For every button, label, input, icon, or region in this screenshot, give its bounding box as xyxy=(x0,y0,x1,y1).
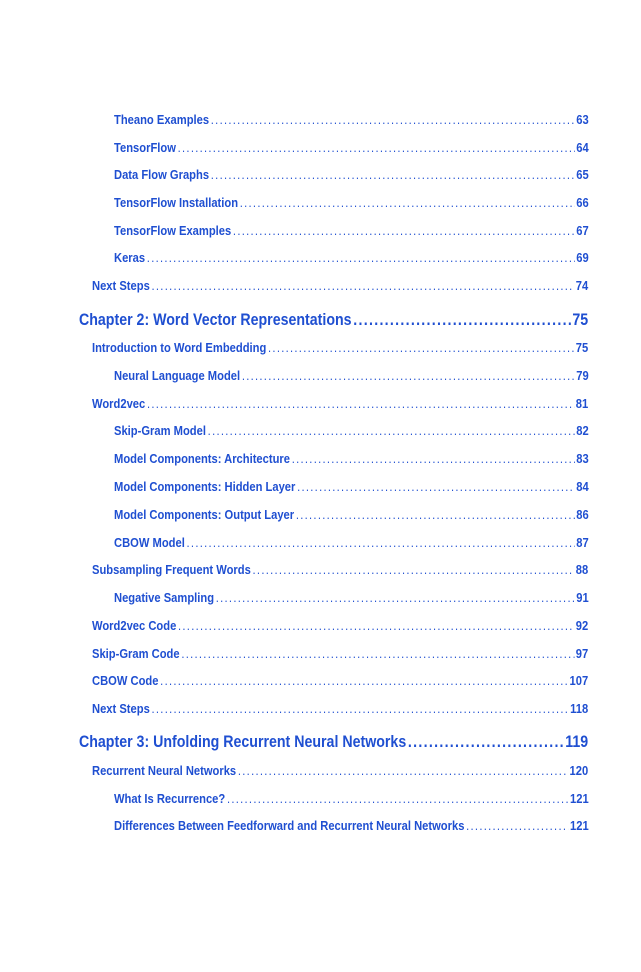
toc-leader-dots xyxy=(147,396,574,411)
toc-entry-page: 92 xyxy=(575,618,589,633)
toc-entry-title: Next Steps xyxy=(92,278,150,293)
toc-leader-dots xyxy=(211,167,575,182)
toc-entry-title: TensorFlow Installation xyxy=(114,195,239,210)
toc-leader-dots xyxy=(152,701,569,716)
toc-entry-page: 86 xyxy=(576,507,589,522)
toc-entry[interactable] xyxy=(92,646,588,661)
toc-entry-title: Chapter 2: Word Vector Representations xyxy=(79,311,352,329)
toc-leader-dots xyxy=(187,535,575,550)
toc-entry[interactable] xyxy=(114,250,589,265)
toc-entry[interactable] xyxy=(92,396,588,411)
toc-entry[interactable] xyxy=(114,112,589,127)
toc-leader-dots xyxy=(466,818,568,833)
toc-entry-title: What Is Recurrence? xyxy=(114,791,226,806)
toc-entry[interactable] xyxy=(92,340,588,355)
toc-entry-page: 67 xyxy=(576,223,589,238)
toc-entry[interactable] xyxy=(92,562,588,577)
toc-entry[interactable] xyxy=(114,535,589,550)
toc-entry-title: Introduction to Word Embedding xyxy=(92,340,267,355)
toc-entry-title: CBOW Model xyxy=(114,535,185,550)
toc-entry[interactable] xyxy=(114,368,589,383)
toc-leader-dots xyxy=(152,278,575,293)
toc-entry-title: Word2vec Code xyxy=(92,618,177,633)
toc-leader-dots xyxy=(292,451,575,466)
toc-entry[interactable] xyxy=(114,195,589,210)
toc-leader-dots xyxy=(268,340,574,355)
toc-entry[interactable] xyxy=(92,278,588,293)
toc-entry[interactable] xyxy=(114,223,589,238)
toc-entry-title: Next Steps xyxy=(92,701,150,716)
toc-entry[interactable] xyxy=(114,590,589,605)
toc-entry-page: 64 xyxy=(576,140,589,155)
toc-entry-page: 121 xyxy=(570,791,589,806)
toc-entry-title: Data Flow Graphs xyxy=(114,167,210,182)
toc-entry-page: 66 xyxy=(576,195,589,210)
toc-leader-dots xyxy=(242,368,575,383)
toc-entry-page: 63 xyxy=(576,112,589,127)
toc-entry[interactable] xyxy=(92,701,588,716)
toc-entry-page: 84 xyxy=(576,479,589,494)
toc-entry-page: 83 xyxy=(576,451,589,466)
toc-entry[interactable] xyxy=(114,451,589,466)
toc-leader-dots xyxy=(353,311,570,330)
toc-entry-title: Word2vec xyxy=(92,396,146,411)
toc-entry-page: 87 xyxy=(576,535,589,550)
toc-entry-page: 75 xyxy=(572,311,589,329)
toc-entry-page: 81 xyxy=(575,396,589,411)
toc-leader-dots xyxy=(160,673,568,688)
toc-leader-dots xyxy=(253,562,575,577)
toc-entry[interactable] xyxy=(114,791,589,806)
toc-entry-page: 75 xyxy=(575,340,589,355)
toc-entry-title: Differences Between Feedforward and Recurrent Neural Networks xyxy=(114,818,465,833)
toc-entry-page: 91 xyxy=(576,590,589,605)
toc-leader-dots xyxy=(181,646,574,661)
toc-entry-title: Skip-Gram Code xyxy=(92,646,180,661)
toc-entry-title: TensorFlow xyxy=(114,140,176,155)
toc-entry[interactable] xyxy=(114,140,589,155)
toc-leader-dots xyxy=(240,195,575,210)
toc-entry-title: TensorFlow Examples xyxy=(114,223,232,238)
toc-entry-title: Neural Language Model xyxy=(114,368,241,383)
toc-entry-title: Model Components: Hidden Layer xyxy=(114,479,296,494)
toc-entry-page: 118 xyxy=(570,701,589,716)
toc-entry-page: 88 xyxy=(575,562,589,577)
toc-entry[interactable] xyxy=(114,479,589,494)
toc-entry[interactable] xyxy=(92,673,588,688)
toc-entry[interactable] xyxy=(92,763,588,778)
toc-leader-dots xyxy=(211,112,575,127)
toc-leader-dots xyxy=(227,791,568,806)
toc-leader-dots xyxy=(208,423,575,438)
toc-leader-dots xyxy=(216,590,575,605)
toc-entry[interactable] xyxy=(114,167,589,182)
toc-entry-title: CBOW Code xyxy=(92,673,159,688)
toc-leader-dots xyxy=(408,733,564,752)
toc-entry[interactable] xyxy=(92,618,588,633)
toc-entry-title: Skip-Gram Model xyxy=(114,423,206,438)
toc-entry-title: Theano Examples xyxy=(114,112,210,127)
toc-entry-page: 120 xyxy=(569,763,589,778)
toc-entry-page: 107 xyxy=(569,673,589,688)
toc-entry-page: 97 xyxy=(575,646,589,661)
toc-entry[interactable] xyxy=(114,423,589,438)
toc-chapter-entry[interactable] xyxy=(79,733,588,752)
toc-entry-title: Model Components: Architecture xyxy=(114,451,291,466)
toc-entry-page: 119 xyxy=(565,733,589,751)
toc-entry-title: Negative Sampling xyxy=(114,590,215,605)
toc-leader-dots xyxy=(297,479,574,494)
toc-leader-dots xyxy=(147,250,575,265)
toc-entry[interactable] xyxy=(114,818,589,833)
toc-leader-dots xyxy=(238,763,568,778)
toc-entry-title: Chapter 3: Unfolding Recurrent Neural Networks xyxy=(79,733,407,751)
toc-entry[interactable] xyxy=(114,507,589,522)
toc-entry-page: 82 xyxy=(576,423,589,438)
toc-entry-page: 69 xyxy=(576,250,589,265)
toc-entry-page: 74 xyxy=(575,278,589,293)
toc-entry-title: Subsampling Frequent Words xyxy=(92,562,251,577)
toc-leader-dots xyxy=(178,140,575,155)
toc-chapter-entry[interactable] xyxy=(79,311,588,330)
toc-entry-title: Model Components: Output Layer xyxy=(114,507,295,522)
toc-leader-dots xyxy=(233,223,575,238)
toc-leader-dots xyxy=(178,618,574,633)
toc-leader-dots xyxy=(296,507,575,522)
toc-entry-page: 79 xyxy=(576,368,589,383)
toc-entry-page: 121 xyxy=(570,818,589,833)
toc-entry-page: 65 xyxy=(576,167,589,182)
toc-entry-title: Recurrent Neural Networks xyxy=(92,763,237,778)
toc-entry-title: Keras xyxy=(114,250,146,265)
